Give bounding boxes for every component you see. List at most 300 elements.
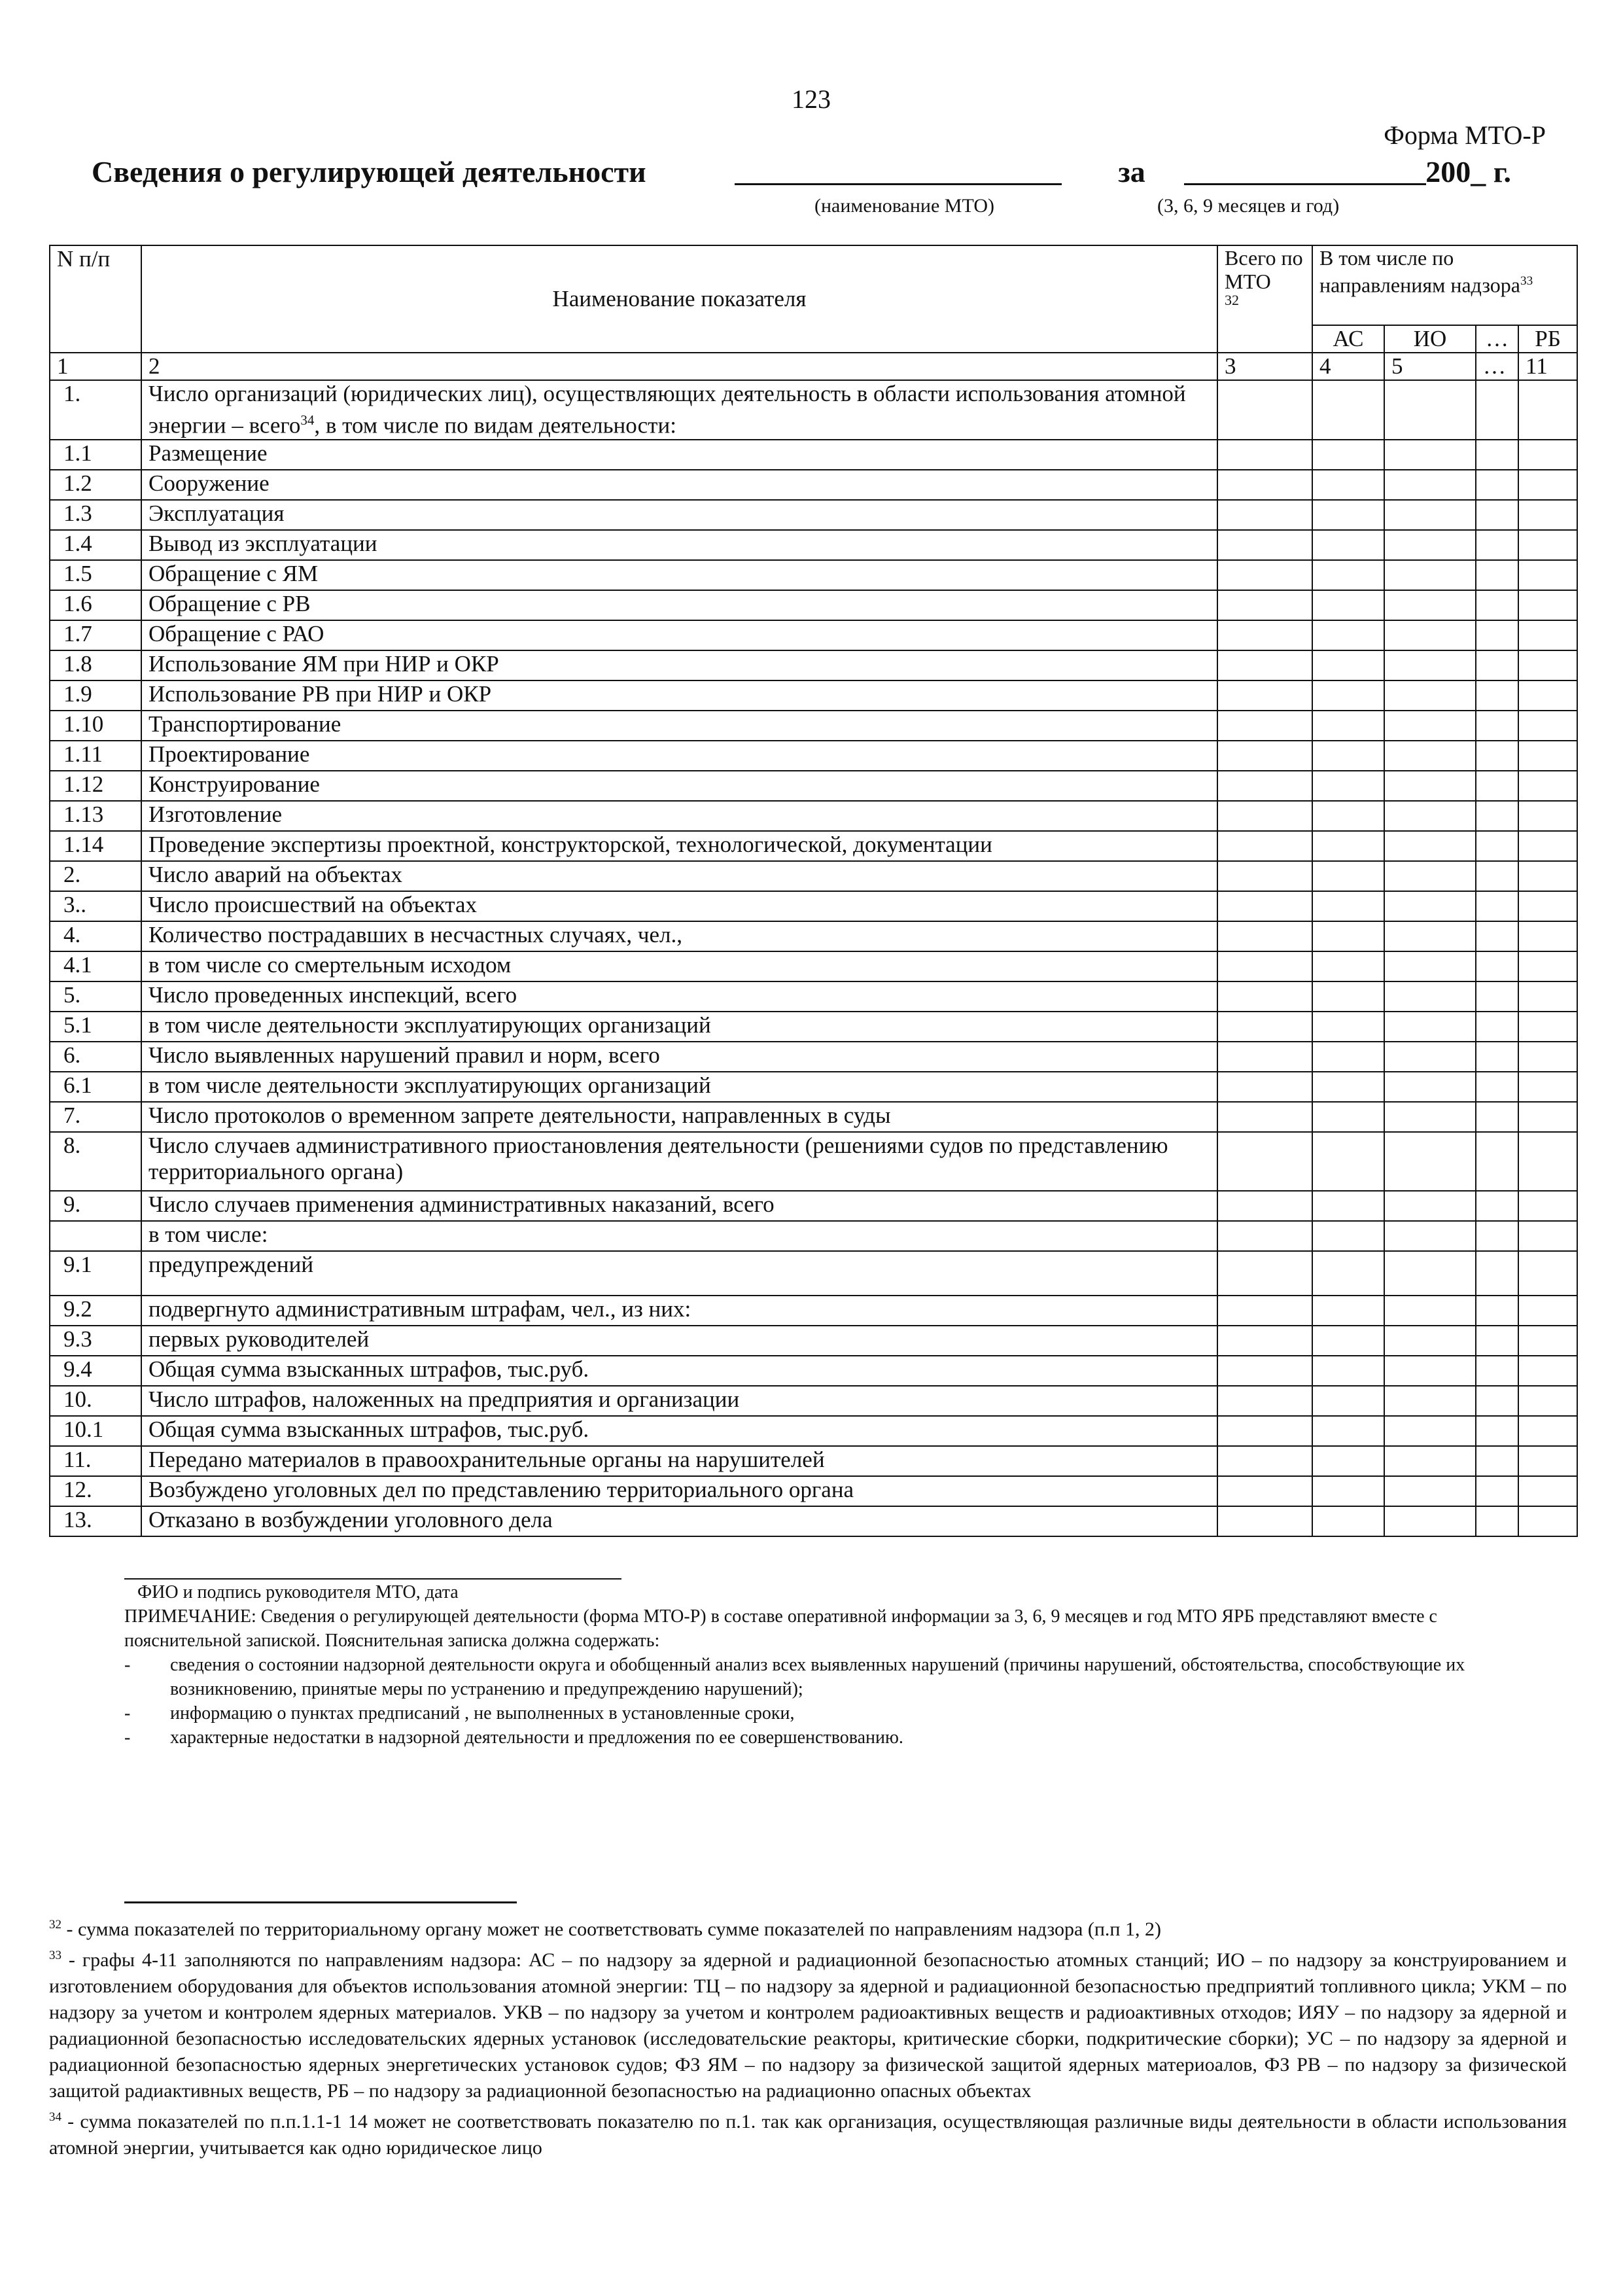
cell-as[interactable] bbox=[1312, 1102, 1384, 1132]
row-indicator-name bbox=[141, 1072, 1217, 1102]
cell-as[interactable] bbox=[1312, 711, 1384, 741]
cell-dots[interactable] bbox=[1476, 1132, 1518, 1191]
indicator-text: Общая сумма взысканных штрафов, тыс.руб. bbox=[148, 1416, 589, 1442]
cell-io[interactable] bbox=[1384, 1012, 1476, 1042]
cell-as[interactable] bbox=[1312, 741, 1384, 771]
cell-rb[interactable] bbox=[1518, 921, 1577, 951]
cell-as[interactable] bbox=[1312, 380, 1384, 440]
cell-rb[interactable] bbox=[1518, 1476, 1577, 1506]
indicator-text: предупреждений bbox=[148, 1251, 314, 1277]
cell-rb[interactable] bbox=[1518, 1251, 1577, 1296]
indicator-text: Возбуждено уголовных дел по представлению территориального органа bbox=[148, 1476, 854, 1502]
cell-as[interactable] bbox=[1312, 891, 1384, 921]
row-indicator-name bbox=[141, 861, 1217, 891]
cell-rb[interactable] bbox=[1518, 1221, 1577, 1251]
row-number: 1.4 bbox=[50, 530, 141, 560]
cell-total[interactable] bbox=[1217, 1012, 1312, 1042]
cell-dots[interactable] bbox=[1476, 560, 1518, 590]
cell-io[interactable] bbox=[1384, 1386, 1476, 1416]
header-col-dots: … bbox=[1476, 325, 1518, 353]
cell-total[interactable] bbox=[1217, 380, 1312, 440]
cell-io[interactable] bbox=[1384, 921, 1476, 951]
cell-as[interactable] bbox=[1312, 1221, 1384, 1251]
colnum-4: 4 bbox=[1312, 353, 1384, 380]
cell-rb[interactable] bbox=[1518, 620, 1577, 650]
colnum-6: … bbox=[1476, 353, 1518, 380]
cell-rb[interactable] bbox=[1518, 831, 1577, 861]
cell-total[interactable] bbox=[1217, 530, 1312, 560]
note-bullet-text: информацию о пунктах предписаний , не выполненных в установленные сроки, bbox=[170, 1703, 795, 1723]
table-row bbox=[50, 1072, 1577, 1102]
indicator-text: Проектирование bbox=[148, 741, 310, 767]
row-number: 10. bbox=[50, 1386, 141, 1416]
cell-dots[interactable] bbox=[1476, 861, 1518, 891]
row-number: 1.9 bbox=[50, 680, 141, 711]
cell-io[interactable] bbox=[1384, 1356, 1476, 1386]
cell-as[interactable] bbox=[1312, 981, 1384, 1012]
indicator-text: Число происшествий на объектах bbox=[148, 891, 478, 917]
cell-total[interactable] bbox=[1217, 1072, 1312, 1102]
cell-total[interactable] bbox=[1217, 741, 1312, 771]
table-row bbox=[50, 711, 1577, 741]
indicator-text: Вывод из эксплуатации bbox=[148, 530, 377, 556]
cell-as[interactable] bbox=[1312, 650, 1384, 680]
table-row bbox=[50, 1476, 1577, 1506]
cell-as[interactable] bbox=[1312, 1506, 1384, 1536]
cell-rb[interactable] bbox=[1518, 470, 1577, 500]
cell-as[interactable] bbox=[1312, 1296, 1384, 1326]
cell-total[interactable] bbox=[1217, 1386, 1312, 1416]
row-indicator-name bbox=[141, 1446, 1217, 1476]
row-number: 1.2 bbox=[50, 470, 141, 500]
row-number: 13. bbox=[50, 1506, 141, 1536]
cell-rb[interactable] bbox=[1518, 1416, 1577, 1446]
header-by-direction-text: В том числе по направлениям надзора bbox=[1319, 246, 1520, 297]
cell-rb[interactable] bbox=[1518, 1191, 1577, 1221]
colnum-5: 5 bbox=[1384, 353, 1476, 380]
table-row bbox=[50, 620, 1577, 650]
cell-as[interactable] bbox=[1312, 440, 1384, 470]
cell-rb[interactable] bbox=[1518, 650, 1577, 680]
cell-rb[interactable] bbox=[1518, 771, 1577, 801]
row-number: 9.3 bbox=[50, 1326, 141, 1356]
indicator-text: Число аварий на объектах bbox=[148, 861, 402, 887]
cell-total[interactable] bbox=[1217, 951, 1312, 981]
table-row bbox=[50, 981, 1577, 1012]
cell-io[interactable] bbox=[1384, 861, 1476, 891]
cell-as[interactable] bbox=[1312, 1386, 1384, 1416]
cell-io[interactable] bbox=[1384, 440, 1476, 470]
cell-dots[interactable] bbox=[1476, 590, 1518, 620]
cell-as[interactable] bbox=[1312, 1326, 1384, 1356]
cell-as[interactable] bbox=[1312, 500, 1384, 530]
cell-dots[interactable] bbox=[1476, 1356, 1518, 1386]
cell-io[interactable] bbox=[1384, 891, 1476, 921]
table-row bbox=[50, 380, 1577, 440]
cell-rb[interactable] bbox=[1518, 1012, 1577, 1042]
cell-io[interactable] bbox=[1384, 831, 1476, 861]
row-number: 1.5 bbox=[50, 560, 141, 590]
cell-io[interactable] bbox=[1384, 801, 1476, 831]
cell-rb[interactable] bbox=[1518, 891, 1577, 921]
row-number bbox=[50, 1221, 141, 1251]
cell-as[interactable] bbox=[1312, 530, 1384, 560]
cell-io[interactable] bbox=[1384, 1416, 1476, 1446]
row-indicator-name bbox=[141, 650, 1217, 680]
cell-dots[interactable] bbox=[1476, 711, 1518, 741]
cell-as[interactable] bbox=[1312, 1416, 1384, 1446]
cell-total[interactable] bbox=[1217, 590, 1312, 620]
cell-io[interactable] bbox=[1384, 1042, 1476, 1072]
cell-as[interactable] bbox=[1312, 1476, 1384, 1506]
cell-io[interactable] bbox=[1384, 711, 1476, 741]
cell-as[interactable] bbox=[1312, 771, 1384, 801]
cell-total[interactable] bbox=[1217, 440, 1312, 470]
cell-rb[interactable] bbox=[1518, 741, 1577, 771]
table-row bbox=[50, 1042, 1577, 1072]
cell-dots[interactable] bbox=[1476, 1326, 1518, 1356]
cell-total[interactable] bbox=[1217, 1296, 1312, 1326]
row-indicator-name bbox=[141, 1416, 1217, 1446]
cell-total[interactable] bbox=[1217, 891, 1312, 921]
column-number-row bbox=[50, 353, 1577, 380]
cell-rb[interactable] bbox=[1518, 1042, 1577, 1072]
cell-as[interactable] bbox=[1312, 861, 1384, 891]
cell-dots[interactable] bbox=[1476, 891, 1518, 921]
indicator-text: Число штрафов, наложенных на предприятия и организации bbox=[148, 1386, 740, 1412]
cell-rb[interactable] bbox=[1518, 500, 1577, 530]
colnum-3: 3 bbox=[1217, 353, 1312, 380]
footnote-32 bbox=[49, 1912, 1567, 1943]
cell-total[interactable] bbox=[1217, 560, 1312, 590]
footnotes bbox=[49, 1912, 1567, 2161]
header-row-1 bbox=[50, 245, 1577, 325]
cell-dots[interactable] bbox=[1476, 1221, 1518, 1251]
cell-dots[interactable] bbox=[1476, 1072, 1518, 1102]
cell-rb[interactable] bbox=[1518, 801, 1577, 831]
cell-io[interactable] bbox=[1384, 771, 1476, 801]
table-row bbox=[50, 680, 1577, 711]
cell-dots[interactable] bbox=[1476, 380, 1518, 440]
note-bullet bbox=[124, 1701, 1531, 1725]
row-number: 1.13 bbox=[50, 801, 141, 831]
indicator-text: Число проведенных инспекций, всего bbox=[148, 981, 517, 1008]
cell-total[interactable] bbox=[1217, 500, 1312, 530]
cell-dots[interactable] bbox=[1476, 831, 1518, 861]
row-indicator-name bbox=[141, 1191, 1217, 1221]
footnote-34 bbox=[49, 2104, 1567, 2161]
row-number: 7. bbox=[50, 1102, 141, 1132]
cell-io[interactable] bbox=[1384, 1296, 1476, 1326]
cell-io[interactable] bbox=[1384, 1221, 1476, 1251]
cell-as[interactable] bbox=[1312, 470, 1384, 500]
cell-as[interactable] bbox=[1312, 620, 1384, 650]
cell-total[interactable] bbox=[1217, 1476, 1312, 1506]
row-indicator-name bbox=[141, 1042, 1217, 1072]
cell-as[interactable] bbox=[1312, 590, 1384, 620]
cell-rb[interactable] bbox=[1518, 1072, 1577, 1102]
footnote-text: - сумма показателей по территориальному органу может не соответствовать сумме показателей по направлениям надзора (п.п 1, 2) bbox=[61, 1918, 1161, 1940]
form-label: Форма МТО-Р bbox=[1384, 120, 1546, 150]
cell-io[interactable] bbox=[1384, 951, 1476, 981]
row-number: 9.2 bbox=[50, 1296, 141, 1326]
cell-rb[interactable] bbox=[1518, 951, 1577, 981]
cell-dots[interactable] bbox=[1476, 801, 1518, 831]
cell-as[interactable] bbox=[1312, 831, 1384, 861]
cell-dots[interactable] bbox=[1476, 1446, 1518, 1476]
row-indicator-name bbox=[141, 711, 1217, 741]
row-indicator-name bbox=[141, 1476, 1217, 1506]
document-title: Сведения о регулирующей деятельности bbox=[92, 155, 646, 188]
row-number: 1.8 bbox=[50, 650, 141, 680]
cell-io[interactable] bbox=[1384, 1102, 1476, 1132]
cell-dots[interactable] bbox=[1476, 1476, 1518, 1506]
indicator-text: Общая сумма взысканных штрафов, тыс.руб. bbox=[148, 1356, 589, 1382]
indicator-text: Конструирование bbox=[148, 771, 320, 797]
indicator-text: Использование ЯМ при НИР и ОКР bbox=[148, 650, 499, 677]
header-name bbox=[141, 245, 1217, 353]
colnum-11: 11 bbox=[1518, 353, 1577, 380]
cell-rb[interactable] bbox=[1518, 861, 1577, 891]
cell-io[interactable] bbox=[1384, 500, 1476, 530]
cell-total[interactable] bbox=[1217, 1132, 1312, 1191]
cell-dots[interactable] bbox=[1476, 1386, 1518, 1416]
table-row bbox=[50, 530, 1577, 560]
cell-as[interactable] bbox=[1312, 951, 1384, 981]
cell-io[interactable] bbox=[1384, 1326, 1476, 1356]
cell-total[interactable] bbox=[1217, 1326, 1312, 1356]
cell-dots[interactable] bbox=[1476, 470, 1518, 500]
cell-dots[interactable] bbox=[1476, 981, 1518, 1012]
row-indicator-name bbox=[141, 1386, 1217, 1416]
cell-as[interactable] bbox=[1312, 1251, 1384, 1296]
bullet-dash: - bbox=[124, 1727, 131, 1748]
cell-total[interactable] bbox=[1217, 921, 1312, 951]
cell-total[interactable] bbox=[1217, 771, 1312, 801]
cell-as[interactable] bbox=[1312, 1356, 1384, 1386]
signature-line bbox=[124, 1578, 621, 1580]
title-year: 200_ г. bbox=[1425, 155, 1511, 188]
cell-total[interactable] bbox=[1217, 680, 1312, 711]
cell-rb[interactable] bbox=[1518, 530, 1577, 560]
header-total bbox=[1217, 245, 1312, 353]
cell-io[interactable] bbox=[1384, 1446, 1476, 1476]
cell-rb[interactable] bbox=[1518, 711, 1577, 741]
cell-total[interactable] bbox=[1217, 1251, 1312, 1296]
cell-io[interactable] bbox=[1384, 380, 1476, 440]
cell-total[interactable] bbox=[1217, 1416, 1312, 1446]
cell-dots[interactable] bbox=[1476, 1102, 1518, 1132]
cell-total[interactable] bbox=[1217, 1446, 1312, 1476]
cell-dots[interactable] bbox=[1476, 1191, 1518, 1221]
cell-as[interactable] bbox=[1312, 1191, 1384, 1221]
cell-rb[interactable] bbox=[1518, 1386, 1577, 1416]
colnum-1: 1 bbox=[50, 353, 141, 380]
cell-total[interactable] bbox=[1217, 1506, 1312, 1536]
cell-io[interactable] bbox=[1384, 1191, 1476, 1221]
cell-rb[interactable] bbox=[1518, 560, 1577, 590]
indicator-text: Использование РВ при НИР и ОКР bbox=[148, 680, 492, 707]
cell-io[interactable] bbox=[1384, 470, 1476, 500]
row-number: 8. bbox=[50, 1132, 141, 1191]
cell-total[interactable] bbox=[1217, 711, 1312, 741]
cell-rb[interactable] bbox=[1518, 981, 1577, 1012]
cell-rb[interactable] bbox=[1518, 590, 1577, 620]
indicator-text-tail: , в том числе по видам деятельности: bbox=[314, 412, 676, 438]
cell-rb[interactable] bbox=[1518, 1102, 1577, 1132]
table-row bbox=[50, 440, 1577, 470]
cell-total[interactable] bbox=[1217, 620, 1312, 650]
cell-io[interactable] bbox=[1384, 1476, 1476, 1506]
cell-as[interactable] bbox=[1312, 1012, 1384, 1042]
cell-io[interactable] bbox=[1384, 650, 1476, 680]
bullet-dash: - bbox=[124, 1655, 131, 1675]
cell-dots[interactable] bbox=[1476, 741, 1518, 771]
cell-rb[interactable] bbox=[1518, 440, 1577, 470]
cell-dots[interactable] bbox=[1476, 650, 1518, 680]
row-number: 1.3 bbox=[50, 500, 141, 530]
cell-total[interactable] bbox=[1217, 1191, 1312, 1221]
note-bullet bbox=[124, 1725, 1531, 1750]
header-col-as: АС bbox=[1312, 325, 1384, 353]
cell-as[interactable] bbox=[1312, 1072, 1384, 1102]
row-indicator-name bbox=[141, 741, 1217, 771]
cell-dots[interactable] bbox=[1476, 680, 1518, 711]
cell-rb[interactable] bbox=[1518, 1132, 1577, 1191]
row-number: 1.12 bbox=[50, 771, 141, 801]
row-number: 1.6 bbox=[50, 590, 141, 620]
cell-dots[interactable] bbox=[1476, 530, 1518, 560]
cell-as[interactable] bbox=[1312, 560, 1384, 590]
footnote-text: - графы 4-11 заполняются по направлениям надзора: АС – по надзору за ядерной и радиационной безопасностью атомных станций; ИО – по надзору за конструированием и изготовлением оборудования для объектов использования атомной энергии: ТЦ – по надзору за ядерной и радиационной безопасностью предприятий топливного цикла; УКМ – по надзору за учетом и контролем ядерных материалов. УКВ – по надзору за учетом и контролем радиоактивных веществ и радиоактивных отходов; ИЯУ – по надзору за ядерной и радиационной безопасностью исследовательских ядерных установок (исследовательские реакторы, критические сборки, подкритические сборки); УС – по надзору за ядерной и радиационной безопасностью ядерных энергетических установок судов; ФЗ ЯМ – по надзору за физической защитой ядерных материоалов, ФЗ РВ – по надзору за физической защитой радиактивных веществ, РБ – по надзору за радиационной безопасностью на радиационно опасных объектах bbox=[49, 1949, 1567, 2102]
cell-as[interactable] bbox=[1312, 801, 1384, 831]
cell-dots[interactable] bbox=[1476, 620, 1518, 650]
cell-total[interactable] bbox=[1217, 1356, 1312, 1386]
cell-io[interactable] bbox=[1384, 590, 1476, 620]
cell-dots[interactable] bbox=[1476, 500, 1518, 530]
cell-total[interactable] bbox=[1217, 981, 1312, 1012]
mto-name-blank[interactable] bbox=[735, 154, 1062, 185]
cell-dots[interactable] bbox=[1476, 1012, 1518, 1042]
cell-io[interactable] bbox=[1384, 981, 1476, 1012]
table-row bbox=[50, 891, 1577, 921]
indicator-text: Передано материалов в правоохранительные органы на нарушителей bbox=[148, 1446, 825, 1472]
row-number: 9.4 bbox=[50, 1356, 141, 1386]
cell-io[interactable] bbox=[1384, 530, 1476, 560]
row-indicator-name bbox=[141, 891, 1217, 921]
notes-block bbox=[124, 1580, 1531, 1750]
cell-rb[interactable] bbox=[1518, 1296, 1577, 1326]
title-row bbox=[92, 154, 1550, 200]
cell-as[interactable] bbox=[1312, 921, 1384, 951]
cell-rb[interactable] bbox=[1518, 380, 1577, 440]
cell-dots[interactable] bbox=[1476, 440, 1518, 470]
row-number: 1.7 bbox=[50, 620, 141, 650]
bullet-dash: - bbox=[124, 1703, 131, 1723]
header-total-footnote: 32 bbox=[1225, 292, 1239, 308]
cell-rb[interactable] bbox=[1518, 1446, 1577, 1476]
cell-dots[interactable] bbox=[1476, 921, 1518, 951]
row-indicator-name bbox=[141, 680, 1217, 711]
cell-total[interactable] bbox=[1217, 801, 1312, 831]
row-indicator-name bbox=[141, 380, 1217, 440]
cell-as[interactable] bbox=[1312, 1132, 1384, 1191]
cell-rb[interactable] bbox=[1518, 1326, 1577, 1356]
cell-dots[interactable] bbox=[1476, 1296, 1518, 1326]
cell-rb[interactable] bbox=[1518, 680, 1577, 711]
table-row bbox=[50, 741, 1577, 771]
cell-rb[interactable] bbox=[1518, 1356, 1577, 1386]
table-row bbox=[50, 921, 1577, 951]
table-row bbox=[50, 1446, 1577, 1476]
header-total-text: Всего по МТО bbox=[1225, 246, 1303, 293]
cell-dots[interactable] bbox=[1476, 1251, 1518, 1296]
row-indicator-name bbox=[141, 1221, 1217, 1251]
note-bullet-text: характерные недостатки в надзорной деятельности и предложения по ее совершенствованию. bbox=[170, 1727, 903, 1748]
cell-total[interactable] bbox=[1217, 650, 1312, 680]
cell-dots[interactable] bbox=[1476, 1042, 1518, 1072]
table-body bbox=[50, 380, 1577, 1536]
cell-as[interactable] bbox=[1312, 680, 1384, 711]
table-row bbox=[50, 1102, 1577, 1132]
caption-mto-name: (наименование МТО) bbox=[814, 195, 995, 217]
cell-io[interactable] bbox=[1384, 620, 1476, 650]
row-number: 9.1 bbox=[50, 1251, 141, 1296]
cell-dots[interactable] bbox=[1476, 951, 1518, 981]
cell-total[interactable] bbox=[1217, 1102, 1312, 1132]
cell-as[interactable] bbox=[1312, 1446, 1384, 1476]
report-table bbox=[49, 245, 1578, 1537]
cell-dots[interactable] bbox=[1476, 1416, 1518, 1446]
cell-io[interactable] bbox=[1384, 741, 1476, 771]
cell-dots[interactable] bbox=[1476, 771, 1518, 801]
cell-rb[interactable] bbox=[1518, 1506, 1577, 1536]
header-num bbox=[50, 245, 141, 353]
cell-io[interactable] bbox=[1384, 1506, 1476, 1536]
cell-total[interactable] bbox=[1217, 861, 1312, 891]
cell-io[interactable] bbox=[1384, 560, 1476, 590]
row-number: 5.1 bbox=[50, 1012, 141, 1042]
row-indicator-name bbox=[141, 771, 1217, 801]
cell-total[interactable] bbox=[1217, 831, 1312, 861]
table-row bbox=[50, 1012, 1577, 1042]
indicator-text: Обращение с РВ bbox=[148, 590, 311, 616]
row-indicator-name bbox=[141, 801, 1217, 831]
note-bullet-text: сведения о состоянии надзорной деятельности округа и обобщенный анализ всех выявленных нарушений (причины нарушений, обстоятельства, способствующие их возникновению, принятые меры по устранению и предупреждению нарушений); bbox=[170, 1655, 1465, 1699]
row-number: 6.1 bbox=[50, 1072, 141, 1102]
cell-as[interactable] bbox=[1312, 1042, 1384, 1072]
row-number: 9. bbox=[50, 1191, 141, 1221]
cell-io[interactable] bbox=[1384, 1132, 1476, 1191]
row-number: 1.10 bbox=[50, 711, 141, 741]
header-col-io: ИО bbox=[1384, 325, 1476, 353]
cell-total[interactable] bbox=[1217, 1042, 1312, 1072]
row-number: 6. bbox=[50, 1042, 141, 1072]
cell-io[interactable] bbox=[1384, 1251, 1476, 1296]
cell-total[interactable] bbox=[1217, 470, 1312, 500]
table-row bbox=[50, 951, 1577, 981]
row-indicator-name bbox=[141, 470, 1217, 500]
colnum-2: 2 bbox=[141, 353, 1217, 380]
row-indicator-name bbox=[141, 831, 1217, 861]
header-by-direction-footnote: 33 bbox=[1520, 274, 1533, 288]
cell-dots[interactable] bbox=[1476, 1506, 1518, 1536]
cell-total[interactable] bbox=[1217, 1221, 1312, 1251]
cell-io[interactable] bbox=[1384, 680, 1476, 711]
indicator-text: Эксплуатация bbox=[148, 500, 285, 526]
row-number: 1.14 bbox=[50, 831, 141, 861]
cell-io[interactable] bbox=[1384, 1072, 1476, 1102]
